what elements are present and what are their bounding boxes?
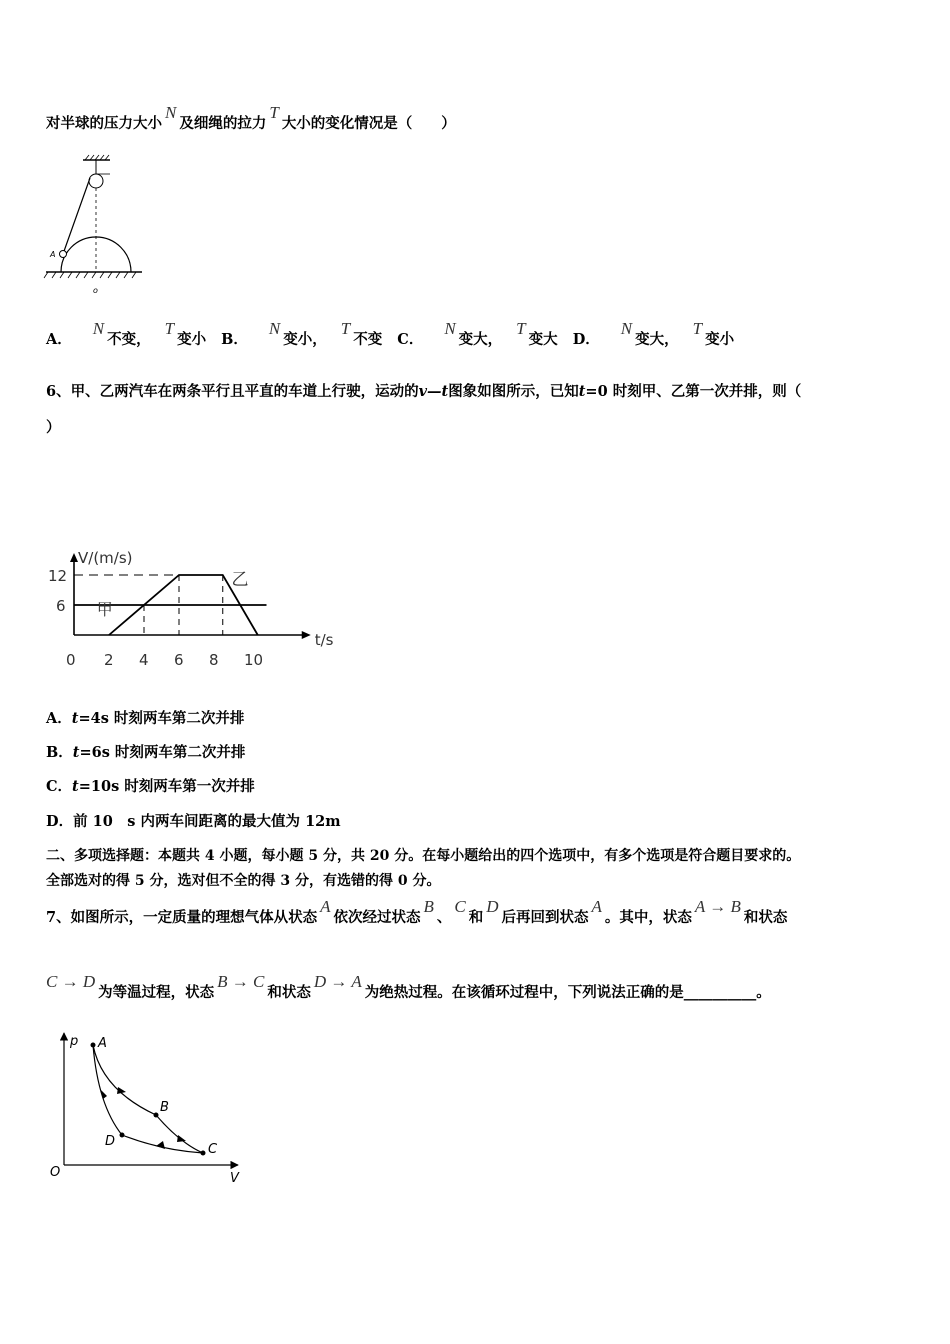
x-tick-label: 8 [209,651,219,669]
q6-option-a[interactable] [46,707,244,728]
q7-sym-a: A [591,897,602,916]
arrow-icon [156,1141,165,1149]
q5-stem-c: 大小的变化情况是（ ） [281,115,456,132]
q5-stem-b: 及细绳的拉力 [179,115,267,132]
arrow-icon [117,1087,126,1094]
section2-line1: 二、多项选择题：本题共 4 小题，每小题 5 分，共 20 分。在每小题给出的四个选项中，有多个选项是符合题目要求的。 [46,848,801,864]
q7-sym-a: A [320,897,331,916]
curve-a-to-b [93,1045,156,1115]
point-d [120,1133,125,1138]
t-change: 变小 [705,331,735,348]
q7-sym-c: C [454,897,466,916]
q7-line2 [46,972,771,1002]
option-text: =4s 时刻两车第二次并排 [78,710,245,727]
sym-n: N [92,319,105,338]
vt-marks [74,570,267,635]
x-tick-label: 2 [104,651,114,669]
n-change: 不变， [107,331,151,348]
q7-text: 和 [468,909,484,926]
y-axis-arrow-icon [70,553,78,562]
option-text: =10s 时刻两车第一次并排 [78,778,255,795]
q7-sym-cd: C → D [46,972,96,991]
ground-hatch [44,272,136,278]
q7-text: 7、如图所示，一定质量的理想气体从状态 [46,909,318,926]
q7-sym-da: D → A [313,972,362,991]
q5-options [46,319,735,349]
t-change: 变大 [528,331,558,348]
x-axis-label: t/s [314,631,334,649]
x-tick-label: 4 [139,651,149,669]
q6-t-symbol: t [578,383,586,400]
option-text: =6s 时刻两车第二次并排 [79,744,246,761]
label-c: C [208,1142,218,1157]
option-letter: D． [46,813,74,830]
sym-t: T [516,319,526,338]
sym-t: t [72,744,80,761]
y-tick-label: 12 [48,567,68,585]
q7-text: 。其中，状态 [604,909,692,926]
y-tick-label: 6 [56,597,66,615]
x-tick-label: 10 [244,651,264,669]
q7-sym-d: D [486,897,499,916]
label-o: o [93,286,98,295]
q7-sym-ab: A → B [694,897,741,916]
label-a: A [98,1036,107,1051]
q6-option-c[interactable] [46,775,255,796]
q5-option-d[interactable] [572,319,735,348]
sym-t: t [71,710,79,727]
q7-text: 依次经过状态 [333,909,421,926]
ball-a [60,251,67,258]
arrow-icon [177,1135,186,1142]
q7-line1 [46,897,788,927]
y-axis-label: V/(m/s) [78,549,133,567]
q5-option-b[interactable] [221,319,387,348]
q6-option-d[interactable] [46,810,341,831]
q6-stem-a: 6、甲、乙两汽车在两条平行且平直的车道上行驶，运动的 [46,383,419,400]
t-change: 不变 [353,331,383,348]
option-letter: C． [46,778,73,795]
label-d: D [105,1134,116,1149]
option-letter: A． [46,710,72,727]
point-b [154,1113,159,1118]
q5-sym-t: T [269,103,279,122]
x-tick-label: 0 [66,651,76,669]
series-label: 甲 [96,600,113,619]
v-label: V [230,1171,239,1186]
vt-axes [48,549,334,669]
option-letter: D． [572,331,600,348]
q5-stem [46,103,456,133]
sym-t: t [72,778,79,795]
q5-stem-a: 对半球的压力大小 [46,115,162,132]
label-b: B [160,1100,169,1115]
q7-text: 、 [436,909,452,926]
q7-text: 和状态 [267,984,311,1001]
origin-label: O [50,1165,61,1180]
q6-stem-b: 图象如图所示，已知 [448,383,579,400]
q7-text: 为绝热过程。在该循环过程中，下列说法正确的是__________。 [364,984,771,1001]
option-letter: C． [397,331,424,348]
option-text: 前 10 s 内两车间距离的最大值为 12m [73,813,341,830]
section2-line2: 全部选对的得 5 分，选对但不全的得 3 分，有选错的得 0 分。 [46,873,441,889]
sym-t: T [692,319,703,338]
q7-sym-b: B [423,897,434,916]
q6-stem-end: ） [46,419,61,436]
q6-stem-c: =0 时刻甲、乙第一次并排，则（ [585,383,802,400]
x-axis-arrow-icon [302,631,311,639]
q7-text: 和状态 [743,909,788,926]
pulley-icon [89,174,103,188]
point-a [91,1043,96,1048]
pv-diagram [40,1025,260,1195]
x-tick-label: 6 [174,651,184,669]
option-letter: B． [46,744,73,761]
vt-chart [40,460,370,690]
sym-n: N [444,319,456,338]
q5-figure [40,150,150,300]
q6-stem [46,380,801,401]
series-label: 乙 [231,570,249,590]
q6-option-b[interactable] [46,741,245,762]
q7-text: 为等温过程，状态 [98,984,215,1001]
option-letter: B． [221,331,248,348]
sym-n: N [620,319,633,338]
q7-text: 后再回到状态 [501,909,589,926]
q5-sym-n: N [165,103,177,122]
q5-option-a[interactable] [46,319,211,348]
point-c [201,1151,206,1156]
q6-vt-symbol: v—t [418,383,449,400]
label-a: A [50,250,56,259]
sym-n: N [268,319,281,338]
t-change: 变小 [177,331,207,348]
sym-t: T [340,319,351,338]
sym-t: T [164,319,175,338]
q7-sym-bc: B → C [217,972,265,991]
n-change: 变大， [635,331,679,348]
option-letter: A． [46,331,72,348]
p-label: p [70,1034,79,1049]
n-change: 变大， [458,331,503,348]
n-change: 变小， [283,331,327,348]
q5-option-c[interactable] [397,319,562,348]
